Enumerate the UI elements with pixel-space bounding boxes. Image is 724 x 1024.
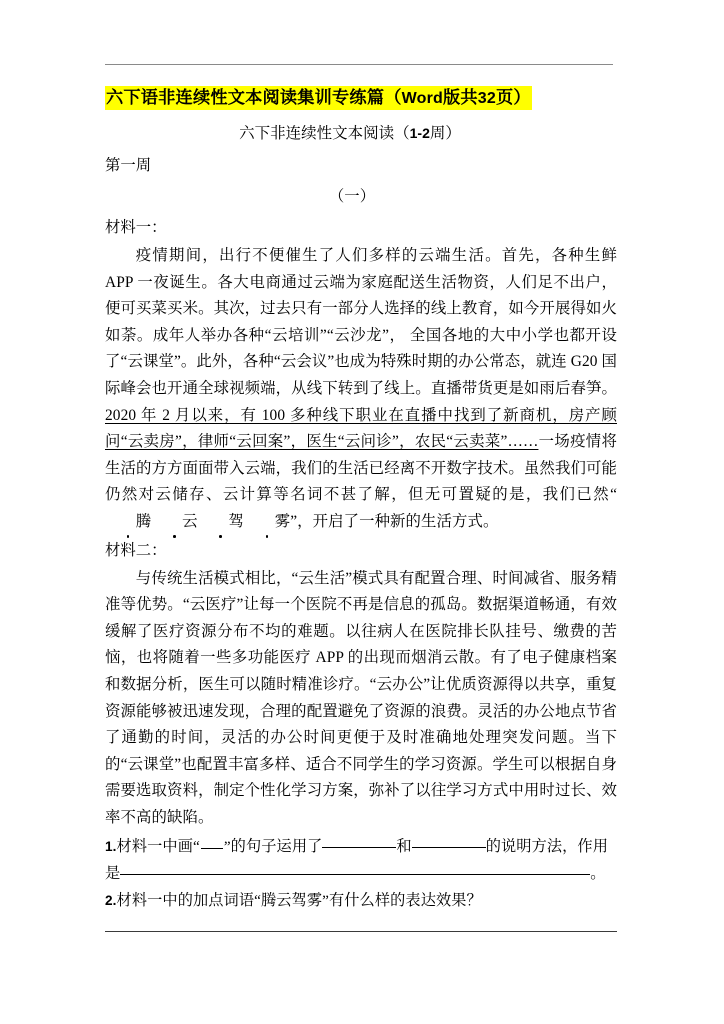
question-1-text-e: 是 <box>105 865 121 883</box>
document-subtitle <box>105 118 617 149</box>
emphasis-dot-char: 云 <box>151 509 197 536</box>
question-2 <box>105 887 617 914</box>
title-middle-text: 版共 <box>442 88 478 107</box>
title-end-text: 页） <box>495 88 531 107</box>
question-1-blank-2[interactable] <box>412 847 486 848</box>
question-1-text-d: 的说明方法，作用 <box>485 838 609 856</box>
title-page-count: 32 <box>477 90 496 107</box>
material-one-text-part2a: 一场疫情将生活的方方面面带入云端，我们的生活已经离不开数字技术。虽然我们可能仍然对云储存、云计算等名词不甚了解，但无可置疑的是，我们已然“ <box>105 433 617 504</box>
material-one-underlined-sentence: 2020 年 2 月以来，有 100 多种线下职业在直播中找到了新商机，房产顾问“云卖房”，律师“云回案”，医生“云问诊”，农民“云卖菜”…… <box>105 406 617 451</box>
question-1-blank-1[interactable] <box>322 847 396 848</box>
material-two-label: 材料二： <box>105 541 167 559</box>
question-1-number: 1. <box>105 839 117 855</box>
document-content <box>105 84 617 932</box>
material-one-paragraph <box>105 243 617 536</box>
emphasis-dot-char: 腾 <box>105 509 151 536</box>
emphasis-dot-char: 驾 <box>198 509 244 536</box>
question-1 <box>105 833 617 887</box>
page-title <box>105 84 617 112</box>
material-two-paragraph: 与传统生活模式相比，“云生活”模式具有配置合理、时间减省、服务精准等优势。“云医疗”让每一个医院不再是信息的孤岛。数据渠道畅通，有效缓解了医疗资源分布不均的难题。以往病人在医院排长队挂号、缴费的苦恼，也将随着一些多功能医疗 APP 的出现而烟消云散。有了电子健康档案和数据分析，医生可以随时精准诊疗。“云办公”让优质资源得以共享，重复资源能够被迅速发现，合理的配置避免了资源的浪费。灵活的办公地点节省了通勤的时间，灵活的办公时间更便于及时准确地处理突发问题。当下的“云课堂”也配置丰富多样、适合不同学生的学习资源。学生可以根据自身需要选取资料，制定个性化学习方案，弥补了以往学习方式中用时过长、效率不高的缺陷。 <box>105 569 617 826</box>
question-2-number: 2. <box>105 893 117 909</box>
emphasis-dot-char: 雾 <box>244 509 290 536</box>
question-1-text-c: 和 <box>396 838 412 856</box>
emphasized-phrase <box>105 513 290 530</box>
title-highlight <box>105 86 532 110</box>
subtitle-main-text: 六下非连续性文本阅读（ <box>239 125 410 142</box>
subtitle-week-range: 1-2 <box>409 125 430 141</box>
question-2-text: 材料一中的加点词语“腾云驾雾”有什么样的表达效果？ <box>116 892 482 910</box>
title-word-label: Word <box>401 90 443 107</box>
question-1-inline-blank[interactable] <box>201 848 223 849</box>
title-main-text: 六下语非连续性文本阅读集训专练篇（ <box>106 88 402 107</box>
material-one-text-part2b: ”，开启了一种新的生活方式。 <box>290 512 499 530</box>
question-1-text-b: ”的句子运用了 <box>223 838 323 856</box>
material-one-text-part1: 疫情期间，出行不便催生了人们多样的云端生活。首先，各种生鲜 APP 一夜诞生。各大电商通过云端为家庭配送生活物资，人们足不出户，便可买菜买米。其次，过去只有一部分人选择的线上教育，如今开展得如火如荼。成年人举办各种“云培训”“云沙龙”， 全国各地的大中小学也都开设了“云课堂”。此外，各种“云会议”也成为特殊时期的办公常态，就连 G20 国际峰会也开通全球视频端，从线下转到了线上。直播带货更是如雨后春笋。 <box>105 247 617 397</box>
section-number: （一） <box>328 188 376 205</box>
question-1-answer-blank[interactable] <box>120 874 590 875</box>
week-label: 第一周 <box>105 157 152 174</box>
question-1-text-f: 。 <box>590 865 606 883</box>
question-2-answer-line[interactable] <box>105 931 617 932</box>
header-separator-rule <box>105 64 613 65</box>
material-one-label: 材料一： <box>105 219 167 236</box>
question-1-text-a: 材料一中画“ <box>116 838 200 856</box>
subtitle-end-text: 周） <box>429 125 461 142</box>
